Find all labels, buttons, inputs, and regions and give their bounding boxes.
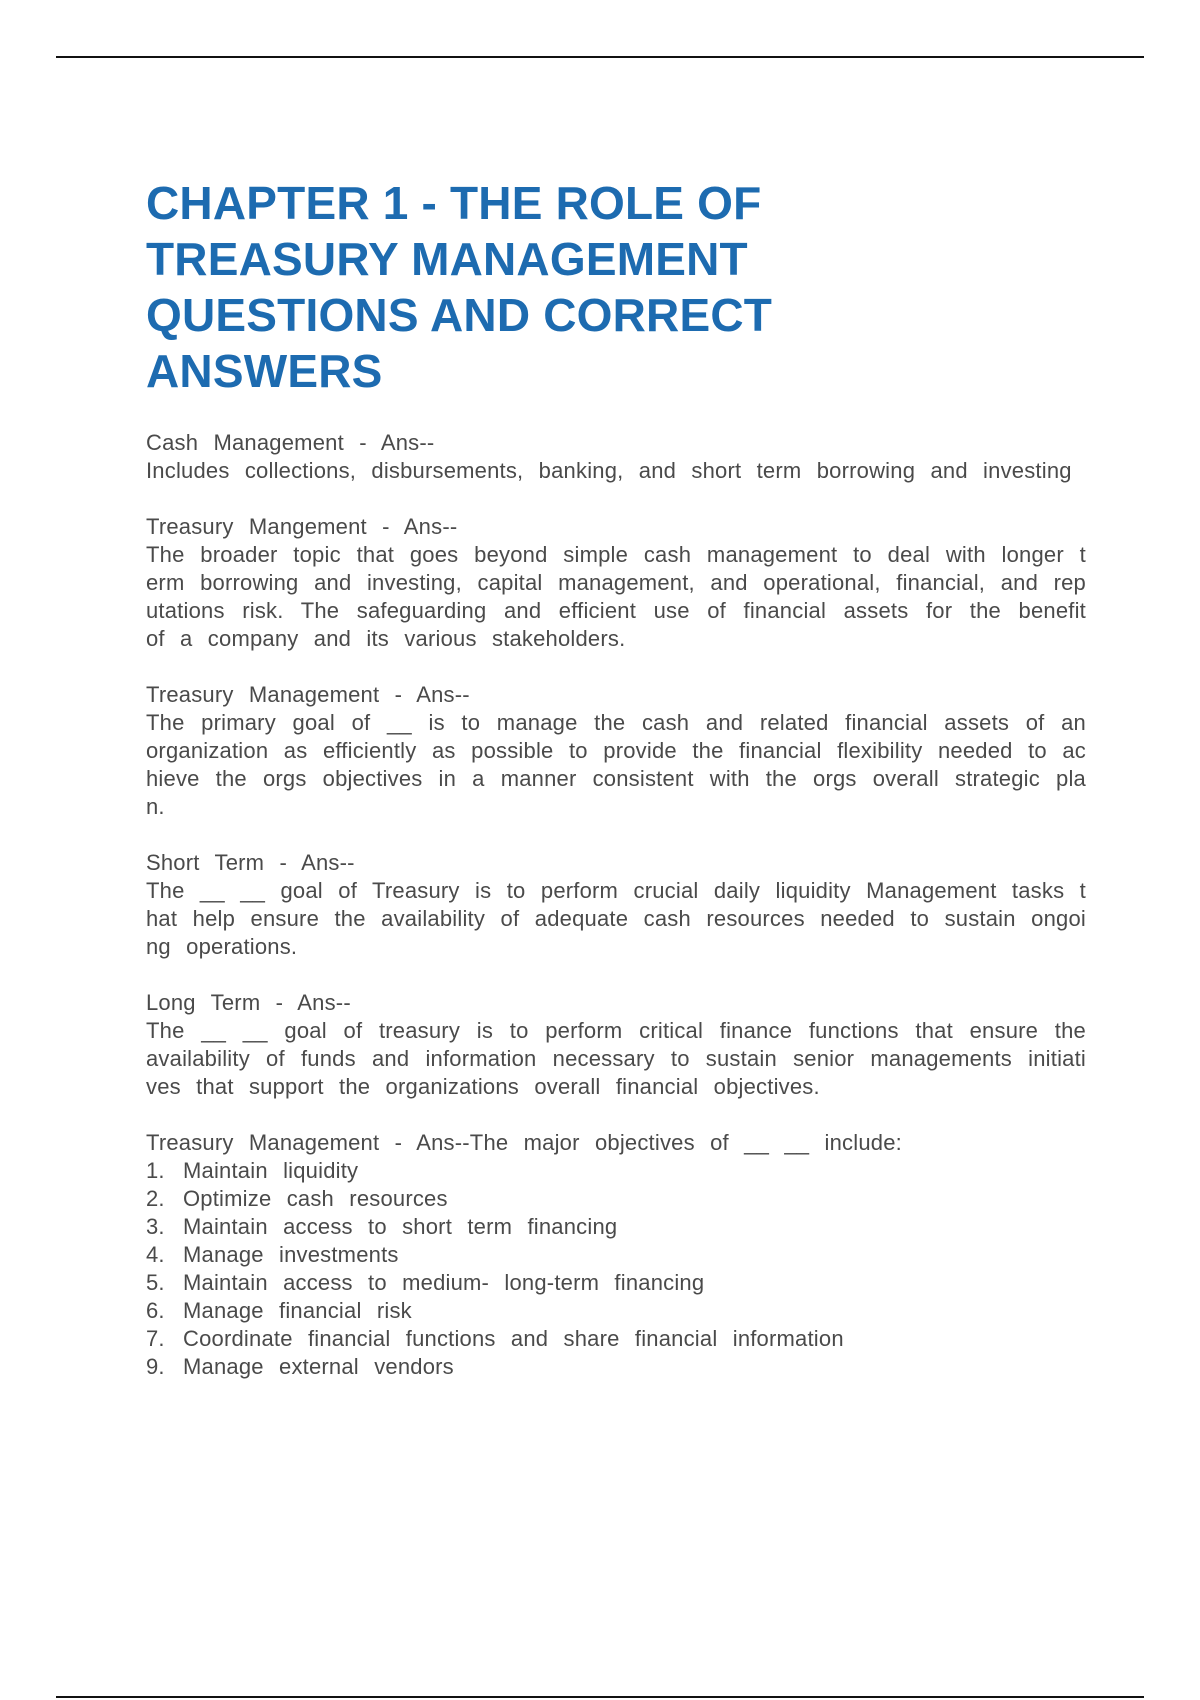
qa-list bbox=[146, 429, 1086, 1381]
objective-number: 5. bbox=[146, 1270, 165, 1295]
bottom-rule bbox=[56, 1696, 1144, 1698]
document-title: CHAPTER 1 - THE ROLE OF TREASURY MANAGEMENT QUESTIONS AND CORRECT ANSWERS bbox=[146, 177, 773, 397]
answer-text: The broader topic that goes beyond simple cash management to deal with longer term borrowing and investing, capital management, and operational, financial, and reputations risk. The safeguarding and efficient use of financial assets for the benefit of a company and its various stakeholders. bbox=[146, 542, 1086, 651]
objective-text: Coordinate financial functions and share financial information bbox=[183, 1326, 844, 1351]
question-text: Long Term - Ans-- bbox=[146, 990, 351, 1015]
objective-text: Manage investments bbox=[183, 1242, 399, 1267]
objectives-list bbox=[146, 1157, 1086, 1381]
question-text: Treasury Management - Ans-- bbox=[146, 682, 470, 707]
answer-text: Includes collections, disbursements, banking, and short term borrowing and investing bbox=[146, 458, 1072, 483]
objective-item bbox=[146, 1157, 1086, 1185]
objective-text: Maintain access to short term financing bbox=[183, 1214, 618, 1239]
objective-text: Manage external vendors bbox=[183, 1354, 454, 1379]
objective-number: 9. bbox=[146, 1354, 165, 1379]
objective-item bbox=[146, 1297, 1086, 1325]
objective-number: 3. bbox=[146, 1214, 165, 1239]
objective-number: 2. bbox=[146, 1186, 165, 1211]
objective-number: 1. bbox=[146, 1158, 165, 1183]
qa-item-short-term bbox=[146, 849, 1086, 961]
question-text: Cash Management - Ans-- bbox=[146, 430, 435, 455]
qa-item-treasury-management-goal bbox=[146, 681, 1086, 821]
answer-text: The __ __ goal of Treasury is to perform crucial daily liquidity Management tasks that help ensure the availability of adequate cash resources needed to sustain ongoing operations. bbox=[146, 878, 1086, 959]
objective-item bbox=[146, 1325, 1086, 1353]
objective-text: Maintain liquidity bbox=[183, 1158, 359, 1183]
answer-text: The primary goal of __ is to manage the cash and related financial assets of an organization as efficiently as possible to provide the financial flexibility needed to achieve the orgs objectives in a manner consistent with the orgs overall strategic plan. bbox=[146, 710, 1086, 819]
top-rule bbox=[56, 56, 1144, 58]
objective-text: Maintain access to medium- long-term financing bbox=[183, 1270, 705, 1295]
objective-number: 6. bbox=[146, 1298, 165, 1323]
qa-item-cash-management bbox=[146, 429, 1086, 485]
qa-item-objectives bbox=[146, 1129, 1086, 1381]
objective-item bbox=[146, 1241, 1086, 1269]
question-text: Short Term - Ans-- bbox=[146, 850, 355, 875]
document-body bbox=[146, 175, 1086, 1409]
answer-text: The __ __ goal of treasury is to perform critical finance functions that ensure the availability of funds and information necessary to sustain senior managements initiatives that support the organizations overall financial objectives. bbox=[146, 1018, 1086, 1099]
objective-item bbox=[146, 1213, 1086, 1241]
objective-item bbox=[146, 1269, 1086, 1297]
objective-text: Manage financial risk bbox=[183, 1298, 412, 1323]
qa-item-long-term bbox=[146, 989, 1086, 1101]
qa-item-treasury-mangement bbox=[146, 513, 1086, 653]
question-text: Treasury Mangement - Ans-- bbox=[146, 514, 458, 539]
objective-item bbox=[146, 1353, 1086, 1381]
objectives-intro: Treasury Management - Ans--The major objectives of __ __ include: bbox=[146, 1130, 902, 1155]
objective-number: 4. bbox=[146, 1242, 165, 1267]
objective-number: 7. bbox=[146, 1326, 165, 1351]
objective-text: Optimize cash resources bbox=[183, 1186, 448, 1211]
objective-item bbox=[146, 1185, 1086, 1213]
